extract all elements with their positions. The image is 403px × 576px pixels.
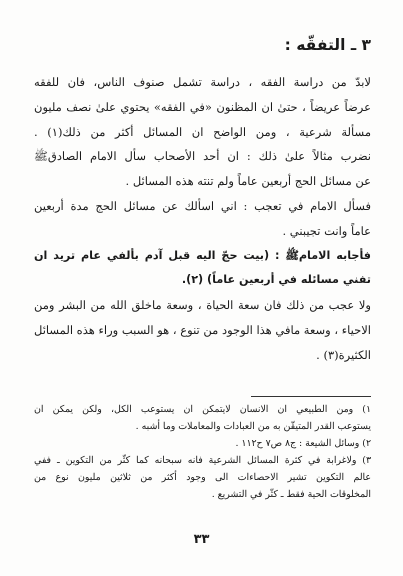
text-line: مسألة شرعية ، ومن الواضح ان المسائل أكثر من ذلك(١) . xyxy=(34,124,371,139)
text-line: عاماً وانت تجيبني . xyxy=(282,223,371,238)
footnote-line: يستوعب القدر المتيقّن به من العبادات والمعاملات وما أشبه . xyxy=(135,421,371,432)
text-line: ولا عجب من ذلك فان سعة الحياة ، وسعة ماخلق الله من البشر ومن xyxy=(34,298,371,313)
text-line: عرضاً عريضاً ، حتىٰ ان المظنون «في الفقه» يحتوي علىٰ نصف مليون xyxy=(34,99,371,114)
footnote-line: عالم التكوين تشير الاحصاءات الى وجود أكثر من ثلاثين مليون نوع من xyxy=(34,472,371,483)
text-line: الكثيرة(٣) . xyxy=(316,347,371,362)
text-line-quote: فأجابه الامامﷺ : (بيت حجّ اليه قبل آدم بألفي عام تريد ان xyxy=(34,248,371,262)
text-line-quote: تفني مسائله في أربعين عاماً) (٢). xyxy=(181,273,371,287)
text-line: نضرب مثالاً علىٰ ذلك : ان أحد الأصحاب سأل الامام الصادقﷺ xyxy=(34,149,371,164)
main-text xyxy=(34,70,371,368)
footnote-divider xyxy=(251,396,371,397)
section-heading: ٣ ـ التفقّه : xyxy=(284,36,371,54)
footnote-line: ١) ومن الطبيعي ان الانسان لايتمكن ان يستوعب الكل، ولكن يمكن ان xyxy=(34,404,371,415)
text-line: لابدّ من دراسة الفقه ، دراسة تشمل صنوف الناس، فان للفقه xyxy=(34,75,371,89)
footnotes xyxy=(34,401,371,503)
footnote-line: المخلوقات الحية فقط ـ كثّر في التشريع . xyxy=(211,489,371,500)
text-line: عن مسائل الحج أربعين عاماً ولم تنته هذه المسائل . xyxy=(125,174,371,189)
footnote-line: ٣) ولاغرابة في كثرة المسائل الشرعية فانه سبحانه كما كثّر من التكوين ـ ففي xyxy=(34,455,371,466)
page-number: ٣٣ xyxy=(193,532,210,547)
footnote-line: ٢) وسائل الشيعة : ج٨ ص٧ ح١١٢ . xyxy=(235,438,371,449)
text-line: فسأل الامام في تعجب : اني اسألك عن مسائل الحج مدة أربعين xyxy=(34,198,371,213)
text-line: الاحياء ، وسعة مافي هذا الوجود من تنوع ، هو السبب وراء هذه المسائل xyxy=(34,322,371,337)
